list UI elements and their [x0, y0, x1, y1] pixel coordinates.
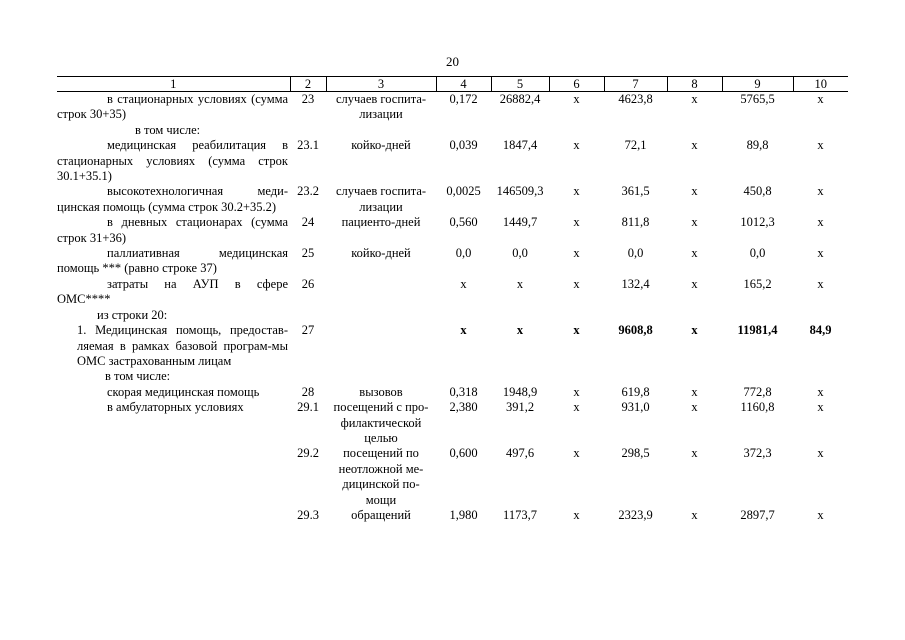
row-number: 23 — [301, 92, 315, 106]
cell-col7: 298,5 — [621, 446, 650, 461]
cell-col4: х — [460, 276, 467, 291]
cell-col7 — [604, 369, 667, 384]
cell-col4 — [436, 123, 491, 138]
cell-col7: 2323,9 — [618, 507, 653, 522]
row-number: 23.1 — [297, 138, 319, 153]
cell-col4 — [436, 308, 491, 323]
cell-col5: 497,6 — [505, 446, 535, 461]
cell-col8: х — [691, 446, 698, 461]
cell-col4: 0,172 — [449, 92, 478, 106]
col-header-8: 8 — [667, 77, 722, 92]
cell-col8: х — [691, 507, 698, 522]
cell-col7: 811,8 — [621, 215, 650, 230]
row-number: 26 — [301, 276, 315, 291]
cell-col10: х — [817, 446, 824, 461]
table-row — [57, 246, 848, 277]
cell-col5: 1847,4 — [502, 138, 538, 153]
table-row — [57, 323, 848, 369]
cell-col9 — [722, 123, 793, 138]
cell-col10: х — [817, 507, 824, 522]
cell-col10: х — [817, 184, 824, 199]
cell-col7: 4623,8 — [618, 92, 653, 106]
row-unit: случаев госпита-лизации — [335, 184, 427, 214]
cell-col6 — [549, 369, 604, 384]
cell-col9: 165,2 — [743, 276, 772, 291]
cell-col6: х — [573, 138, 580, 153]
col-header-6: 6 — [549, 77, 604, 92]
cell-col4: 0,039 — [449, 138, 478, 153]
cell-col6: х — [573, 276, 580, 291]
col-header-5: 5 — [491, 77, 549, 92]
row-number: 24 — [301, 215, 315, 230]
cell-col6: х — [573, 215, 580, 230]
cell-col10: х — [817, 384, 824, 399]
cell-col9 — [722, 369, 793, 384]
cell-col6: х — [573, 400, 580, 415]
cell-col9: 772,8 — [743, 384, 772, 399]
cell-col10: х — [817, 400, 824, 415]
cell-col7 — [604, 308, 667, 323]
cell-col10: х — [817, 246, 824, 261]
cell-col5: х — [516, 276, 524, 291]
row-unit — [326, 308, 436, 323]
col-header-2: 2 — [290, 77, 326, 92]
cell-col10: 84,9 — [809, 323, 832, 338]
row-name: паллиативная медицинская помощь *** (равно строке 37) — [57, 246, 288, 276]
row-unit — [326, 323, 436, 369]
cell-col5: 0,0 — [512, 246, 528, 261]
table-row — [57, 184, 848, 215]
cell-col8 — [667, 369, 722, 384]
row-unit — [326, 369, 436, 384]
cell-col8: х — [691, 138, 698, 153]
table-row — [57, 385, 848, 400]
cell-col8: х — [691, 323, 698, 338]
row-unit: обращений — [351, 507, 411, 522]
cell-col10 — [793, 123, 848, 138]
cell-col9: 450,8 — [743, 184, 772, 199]
cell-col7: 361,5 — [621, 184, 650, 199]
cell-col4: 0,0025 — [446, 184, 481, 199]
cell-col7: 0,0 — [627, 246, 644, 261]
row-number: 29.1 — [297, 400, 319, 415]
table-row — [57, 400, 848, 446]
col-header-3: 3 — [326, 77, 436, 92]
table-row — [57, 123, 848, 138]
cell-col7: 619,8 — [621, 384, 650, 399]
table-row — [57, 277, 848, 308]
row-unit: вызовов — [359, 384, 403, 399]
row-number: 29.2 — [297, 446, 319, 461]
row-name: скорая медицинская помощь — [107, 384, 260, 399]
cell-col8 — [667, 308, 722, 323]
row-number: 23.2 — [297, 184, 319, 199]
cell-col9: 0,0 — [749, 246, 766, 261]
cell-col8: х — [691, 276, 698, 291]
cell-col7: 72,1 — [624, 138, 647, 153]
col-header-7: 7 — [604, 77, 667, 92]
cell-col8: х — [691, 246, 698, 261]
cell-col5: 146509,3 — [496, 184, 544, 199]
cell-col9: 1012,3 — [740, 215, 775, 230]
row-unit: случаев госпита-лизации — [335, 92, 427, 122]
cell-col6: х — [573, 246, 580, 261]
cell-col10: х — [817, 138, 824, 153]
row-name: 1. Медицинская помощь, предостав-ляемая в рамках базовой програм-мы ОМС застрахованным лицам — [77, 323, 288, 368]
cell-col8 — [667, 123, 722, 138]
cell-col4: 0,0 — [455, 246, 472, 261]
cell-col5 — [491, 123, 549, 138]
row-number — [290, 369, 326, 384]
table-row — [57, 508, 848, 523]
row-unit: пациенто-дней — [341, 215, 421, 230]
col-header-1: 1 — [57, 77, 290, 92]
cell-col4 — [436, 369, 491, 384]
row-unit: посещений с про-филактической целью — [333, 400, 429, 445]
row-name: затраты на АУП в сфере ОМС**** — [57, 276, 288, 307]
cell-col6: х — [573, 184, 580, 199]
cell-col9: 11981,4 — [737, 323, 778, 338]
row-name: в амбулаторных условиях — [107, 400, 244, 415]
cell-col10: х — [817, 92, 824, 106]
cell-col10: х — [817, 215, 824, 230]
row-number — [290, 123, 326, 138]
cell-col6 — [549, 123, 604, 138]
row-unit: койко-дней — [351, 246, 411, 261]
cell-col10 — [793, 308, 848, 323]
page-number: 20 — [446, 54, 459, 69]
table-row — [57, 308, 848, 323]
cell-col10 — [793, 369, 848, 384]
cell-col5: 26882,4 — [499, 92, 541, 106]
row-unit — [326, 277, 436, 308]
row-name: в том числе: — [135, 122, 201, 137]
col-header-9: 9 — [722, 77, 793, 92]
cell-col7: 132,4 — [621, 276, 650, 291]
cell-col5 — [491, 369, 549, 384]
cell-col7: 9608,8 — [618, 323, 653, 338]
col-header-4: 4 — [436, 77, 491, 92]
cell-col6 — [549, 308, 604, 323]
row-unit: посещений по неотложной ме-дицинской по-мощи — [338, 446, 424, 507]
cell-col6: х — [573, 446, 580, 461]
table-row — [57, 369, 848, 384]
cell-col9: 372,3 — [743, 446, 772, 461]
cell-col5: 1173,7 — [503, 507, 537, 522]
cell-col6: х — [573, 384, 580, 399]
cell-col9 — [722, 308, 793, 323]
cell-col8: х — [691, 384, 698, 399]
col-header-10: 10 — [793, 77, 848, 92]
column-header-row — [57, 77, 848, 92]
cell-col6: х — [573, 92, 580, 106]
row-name — [57, 446, 290, 508]
table-row — [57, 138, 848, 184]
row-unit — [326, 123, 436, 138]
cell-col4: 2,380 — [449, 400, 478, 415]
cell-col8: х — [691, 184, 698, 199]
cell-col6: х — [573, 507, 580, 522]
row-name: в том числе: — [105, 369, 171, 384]
table-row — [57, 215, 848, 246]
cell-col9: 2897,7 — [740, 507, 775, 522]
cell-col7: 931,0 — [621, 400, 650, 415]
data-table — [57, 76, 848, 523]
cell-col9: 89,8 — [746, 138, 769, 153]
cell-col4: 0,560 — [449, 215, 478, 230]
row-name: высокотехнологичная меди-цинская помощь (сумма строк 30.2+35.2) — [57, 184, 288, 214]
cell-col8: х — [691, 400, 698, 415]
row-name: в стационарных условиях (сумма строк 30+35) — [57, 92, 288, 122]
cell-col5: 1948,9 — [502, 384, 538, 399]
row-name — [57, 508, 290, 523]
row-name: медицинская реабилитация в стационарных условиях (сумма строк 30.1+35.1) — [57, 138, 288, 184]
row-unit: койко-дней — [351, 138, 411, 153]
cell-col5: 391,2 — [505, 400, 535, 415]
cell-col4: х — [460, 323, 467, 338]
cell-col9: 5765,5 — [740, 92, 775, 106]
row-number: 27 — [301, 323, 315, 338]
cell-col5: х — [516, 323, 524, 338]
table-row — [57, 446, 848, 508]
cell-col8: х — [691, 92, 698, 106]
cell-col5: 1449,7 — [502, 215, 538, 230]
row-number — [290, 308, 326, 323]
cell-col8: х — [691, 215, 698, 230]
cell-col6: х — [573, 323, 580, 338]
row-name: из строки 20: — [97, 307, 168, 322]
row-number: 29.3 — [297, 507, 319, 522]
table-row — [57, 92, 848, 123]
cell-col10: х — [817, 276, 824, 291]
row-number: 28 — [301, 384, 315, 399]
table-body — [57, 92, 848, 524]
cell-col7 — [604, 123, 667, 138]
cell-col5 — [491, 308, 549, 323]
cell-col9: 1160,8 — [740, 400, 775, 415]
cell-col4: 0,600 — [449, 446, 478, 461]
row-name: в дневных стационарах (сумма строк 31+36) — [57, 215, 288, 245]
cell-col4: 0,318 — [449, 384, 478, 399]
cell-col4: 1,980 — [449, 507, 478, 522]
row-number: 25 — [301, 246, 315, 261]
